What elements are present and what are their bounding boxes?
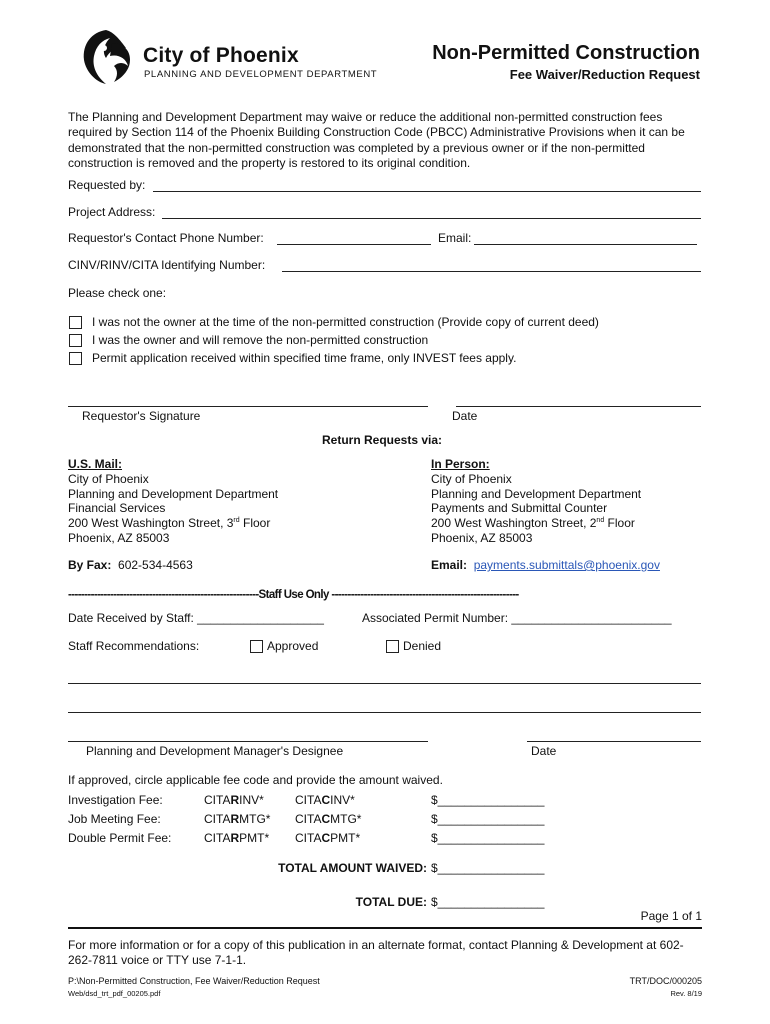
requested-by-field[interactable] — [153, 191, 701, 192]
requestor-signature-label: Requestor's Signature — [82, 409, 201, 423]
intro-paragraph: The Planning and Development Department may waive or reduce the additional non-permitted construction fees required by Section 114 of the Phoenix Building Construction Code (PBCC) Administrative Provisions when it can be demonstrated that the non-permitted construction was completed by a previous owner or if the non-permitted construction is removed and the property is restored to its original condition. — [68, 110, 685, 171]
designee-label: Planning and Development Manager's Designee — [86, 744, 344, 758]
fax-label: By Fax: — [68, 558, 112, 572]
approved-checkbox[interactable] — [250, 640, 263, 653]
return-email-label: Email: — [431, 558, 468, 572]
fee-row-label: Investigation Fee: — [68, 793, 163, 807]
option-label-3: Permit application received within specified time frame, only INVEST fees apply. — [92, 351, 517, 365]
page-title: Non-Permitted Construction — [432, 42, 700, 64]
total-waived-label: TOTAL AMOUNT WAIVED: — [278, 861, 427, 875]
requestor-signature-field[interactable] — [68, 406, 428, 407]
return-email-link[interactable]: payments.submittals@phoenix.gov — [473, 558, 660, 572]
city-logo — [74, 26, 138, 88]
designee-signature-field[interactable] — [68, 741, 428, 742]
footer-rule — [68, 927, 702, 929]
person-line-3: Payments and Submittal Counter — [431, 501, 608, 515]
footer-path: P:\Non-Permitted Construction, Fee Waiver/Reduction Request — [68, 976, 320, 986]
denied-label: Denied — [403, 639, 442, 653]
fee-amount-field[interactable]: $________________ — [431, 831, 545, 845]
fee-amount-field[interactable]: $________________ — [431, 793, 545, 807]
mail-line-1: City of Phoenix — [68, 472, 149, 486]
project-address-label: Project Address: — [68, 205, 156, 219]
fax-number: 602-534-4563 — [118, 558, 193, 572]
fee-instruction: If approved, circle applicable fee code and provide the amount waived. — [68, 773, 443, 787]
phoenix-bird-icon — [74, 26, 138, 88]
associated-permit-field[interactable]: Associated Permit Number: ________________________ — [362, 611, 672, 625]
staff-notes-line-2[interactable] — [68, 712, 701, 713]
designee-date-field[interactable] — [527, 741, 701, 742]
email-row — [431, 558, 660, 572]
project-address-field[interactable] — [162, 218, 701, 219]
mail-line-2: Planning and Development Department — [68, 487, 279, 501]
fee-code-r[interactable]: CITARPMT* — [204, 831, 270, 845]
footer-info: For more information or for a copy of this publication in an alternate format, contact Planning & Development at 602-262-7811 voice or TTY use 7-1-1. — [68, 938, 684, 967]
fee-row-label: Job Meeting Fee: — [68, 812, 161, 826]
check-one-label: Please check one: — [68, 286, 167, 300]
option-label-1: I was not the owner at the time of the non-permitted construction (Provide copy of current deed) — [92, 315, 599, 329]
date-received-field[interactable]: Date Received by Staff: ___________________ — [68, 611, 324, 625]
footer-web: Web/dsd_trt_pdf_00205.pdf — [68, 989, 161, 998]
requestor-date-label: Date — [452, 409, 478, 423]
option-checkbox-1[interactable] — [69, 316, 82, 329]
fax-row — [68, 558, 193, 572]
fee-code-c[interactable]: CITACMTG* — [295, 812, 362, 826]
fee-row-label: Double Permit Fee: — [68, 831, 172, 845]
person-heading: In Person: — [431, 457, 490, 471]
page-number: Page 1 of 1 — [640, 909, 702, 923]
return-heading: Return Requests via: — [322, 433, 443, 447]
footer-doc-id: TRT/DOC/000205 — [629, 976, 702, 986]
mail-street: 200 West Washington Street, 3rd Floor — [68, 516, 271, 530]
cinv-field[interactable] — [282, 271, 701, 272]
footer-rev: Rev. 8/19 — [670, 989, 702, 998]
phone-field[interactable] — [277, 244, 431, 245]
email-field[interactable] — [474, 244, 697, 245]
person-city: Phoenix, AZ 85003 — [431, 531, 533, 545]
mail-heading: U.S. Mail: — [68, 457, 123, 471]
logo-department: PLANNING AND DEVELOPMENT DEPARTMENT — [144, 69, 378, 80]
option-checkbox-3[interactable] — [69, 352, 82, 365]
mail-line-3: Financial Services — [68, 501, 166, 515]
cinv-label: CINV/RINV/CITA Identifying Number: — [68, 258, 266, 272]
fee-amount-field[interactable]: $________________ — [431, 812, 545, 826]
fee-code-r[interactable]: CITARMTG* — [204, 812, 271, 826]
staff-recommendations-label: Staff Recommendations: — [68, 639, 200, 653]
person-street: 200 West Washington Street, 2nd Floor — [431, 516, 635, 530]
denied-checkbox[interactable] — [386, 640, 399, 653]
requestor-date-field[interactable] — [456, 406, 701, 407]
fee-code-c[interactable]: CITACINV* — [295, 793, 355, 807]
logo-city-name: City of Phoenix — [143, 44, 299, 67]
requested-by-label: Requested by: — [68, 178, 146, 192]
option-checkbox-2[interactable] — [69, 334, 82, 347]
option-label-2: I was the owner and will remove the non-permitted construction — [92, 333, 429, 347]
total-due-label: TOTAL DUE: — [355, 895, 427, 909]
fee-code-c[interactable]: CITACPMT* — [295, 831, 361, 845]
staff-notes-line-1[interactable] — [68, 683, 701, 684]
staff-use-divider: -----------------------------------------------------------Staff Use Only ---------------------------------------------------------- — [68, 589, 519, 601]
phone-label: Requestor's Contact Phone Number: — [68, 231, 264, 245]
fee-code-r[interactable]: CITARINV* — [204, 793, 264, 807]
person-line-2: Planning and Development Department — [431, 487, 642, 501]
page-subtitle: Fee Waiver/Reduction Request — [509, 67, 700, 82]
email-label: Email: — [438, 231, 472, 245]
total-due-field[interactable]: $________________ — [431, 895, 545, 909]
designee-date-label: Date — [531, 744, 557, 758]
person-line-1: City of Phoenix — [431, 472, 512, 486]
total-waived-field[interactable]: $________________ — [431, 861, 545, 875]
mail-city: Phoenix, AZ 85003 — [68, 531, 170, 545]
approved-label: Approved — [267, 639, 319, 653]
